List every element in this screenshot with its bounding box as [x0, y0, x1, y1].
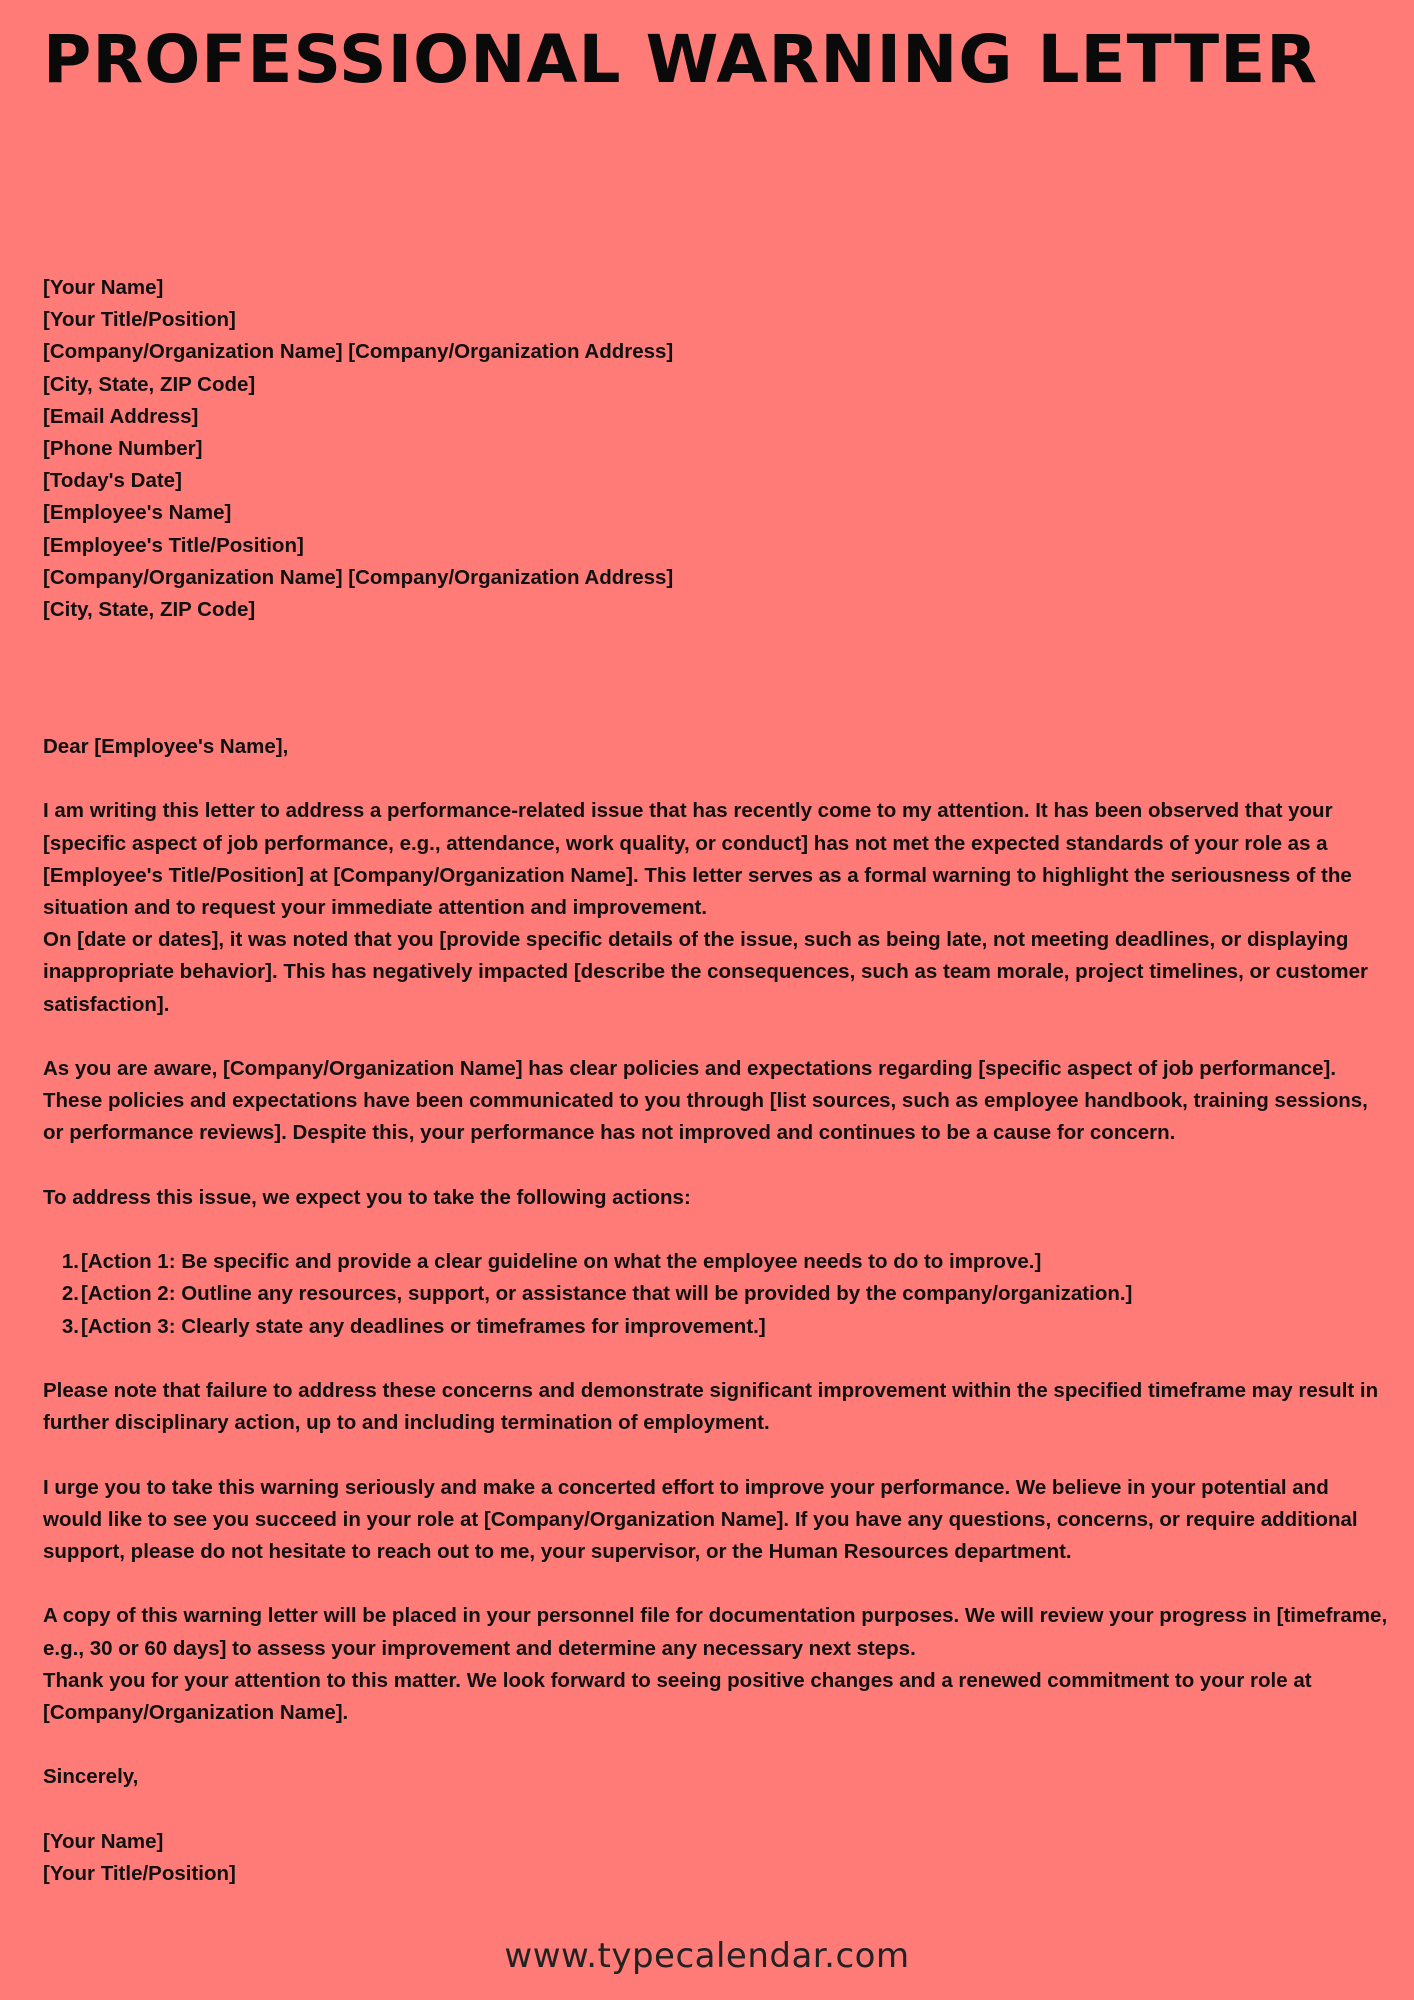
paragraph-encouragement: I urge you to take this warning seriously and make a concerted effort to improve your performance. We believe in your potential and would like to see you succeed in your role at [Company/Organization Name]. If you have any questions, concerns, or require additional support, please do not hesitate to reach out to me, your supervisor, or the Human Resources department.: [43, 1475, 1358, 1563]
recipient-company: [Company/Organization Name] [Company/Organization Address]: [43, 565, 674, 589]
sender-city: [City, State, ZIP Code]: [43, 372, 256, 396]
recipient-name: [Employee's Name]: [43, 501, 232, 525]
paragraph-documentation: A copy of this warning letter will be placed in your personnel file for documentation purposes. We will review your progress in [timeframe, e.g., 30 or 60 days] to assess your improvement and determine any necessary next steps.: [43, 1604, 1388, 1660]
list-item-text: [Action 3: Clearly state any deadlines or timeframes for improvement.]: [81, 1314, 766, 1338]
sender-email: [Email Address]: [43, 404, 199, 428]
paragraph-thanks: Thank you for your attention to this matter. We look forward to seeing positive changes and a renewed commitment to your role at [Company/Organization Name].: [43, 1668, 1312, 1724]
letter-body: [43, 731, 1388, 1890]
recipient-city: [City, State, ZIP Code]: [43, 598, 256, 622]
list-item-number: 2.: [61, 1282, 79, 1306]
list-item: [43, 1278, 1388, 1310]
letter-date: [Today's Date]: [43, 469, 182, 493]
signature-name: [Your Name]: [43, 1829, 164, 1853]
sender-title: [Your Title/Position]: [43, 308, 236, 332]
paragraph-actions-intro: To address this issue, we expect you to take the following actions:: [43, 1185, 691, 1209]
list-item-number: 1.: [61, 1250, 79, 1274]
list-item: [43, 1311, 1388, 1343]
list-item-number: 3.: [61, 1314, 79, 1338]
paragraph-details: On [date or dates], it was noted that you [provide specific details of the issue, such as being late, not meeting deadlines, or displaying inappropriate behavior]. This has negatively impacted [describe the consequences, such as team morale, project timelines, or customer satisfaction].: [43, 928, 1368, 1016]
action-list: [43, 1246, 1388, 1343]
list-item-text: [Action 1: Be specific and provide a clear guideline on what the employee needs to do to improve.]: [81, 1250, 1042, 1274]
closing: Sincerely,: [43, 1765, 139, 1789]
signature-title: [Your Title/Position]: [43, 1861, 236, 1885]
paragraph-consequences: Please note that failure to address these concerns and demonstrate significant improvement within the specified timeframe may result in further disciplinary action, up to and including termination of employment.: [43, 1378, 1379, 1435]
paragraph-policies: As you are aware, [Company/Organization Name] has clear policies and expectations regarding [specific aspect of job performance]. These policies and expectations have been communicated to you through [list sources, such as employee handbook, training sessions, or performance reviews]. Despite this, your performance has not improved and continues to be a cause for concern.: [43, 1057, 1368, 1145]
recipient-title: [Employee's Title/Position]: [43, 533, 304, 557]
sender-company: [Company/Organization Name] [Company/Organization Address]: [43, 340, 674, 364]
sender-phone: [Phone Number]: [43, 437, 203, 461]
footer-url[interactable]: www.typecalendar.com: [504, 1936, 910, 1976]
salutation: Dear [Employee's Name],: [43, 735, 289, 758]
list-item: [43, 1246, 1388, 1278]
list-item-text: [Action 2: Outline any resources, support, or assistance that will be provided by the company/organization.]: [81, 1282, 1133, 1306]
document-title: PROFESSIONAL WARNING LETTER: [43, 21, 1319, 98]
sender-name: [Your Name]: [43, 276, 164, 299]
paragraph-issue: I am writing this letter to address a performance-related issue that has recently come to my attention. It has been observed that your [specific aspect of job performance, e.g., attendance, work quality, or conduct] has not met the expected standards of your role as a [Employee's Title/Position] at [Company/Organization Name]. This letter serves as a formal warning to highlight the seriousness of the situation and to request your immediate attention and improvement.: [43, 799, 1352, 919]
address-block: [43, 272, 1388, 626]
